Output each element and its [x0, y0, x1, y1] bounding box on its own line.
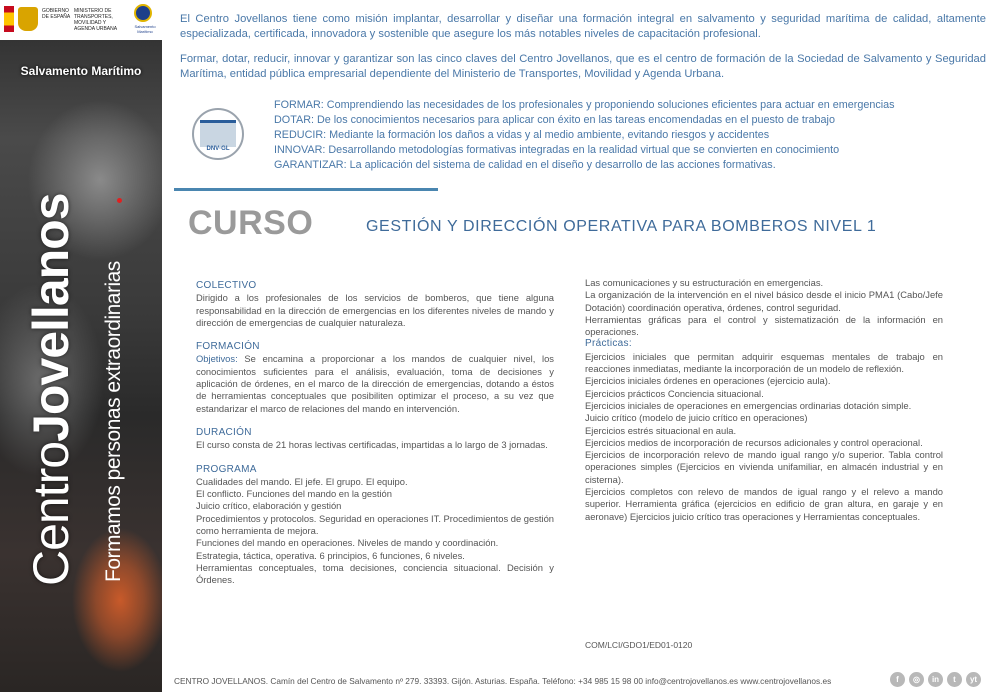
ministry-text: MINISTERIO DE TRANSPORTES, MOVILIDAD Y AGENDA URBANA	[74, 8, 118, 32]
course-label: CURSO	[188, 204, 314, 242]
practicas-heading: Prácticas:	[585, 338, 632, 350]
sm-emblem-icon	[134, 4, 152, 22]
section-text	[196, 353, 554, 414]
sm-logo-text: Salvamento Marítimo	[134, 24, 156, 34]
list-item: Las comunicaciones y su estructuración en emergencias.	[585, 277, 824, 288]
list-item: Ejercicios prácticos Conciencia situacional.	[585, 387, 764, 399]
instagram-icon[interactable]: ◎	[909, 672, 924, 687]
clave-innovar: INNOVAR: Desarrollando metodologías formativas integradas en la realidad virtual que se convierten en conocimiento	[274, 144, 840, 156]
section-colectivo	[196, 280, 554, 329]
left-column	[196, 280, 554, 599]
intro-mission: El Centro Jovellanos tiene como misión implantar, desarrollar y diseñar una formación integral en salvamento y seguridad marítima de calidad, altamente especializada, certificada, innovadora y sostenible que asegure los más notables niveles de capacitación profesional.	[180, 13, 986, 40]
cert-label: DNV·GL	[206, 146, 230, 152]
claves-list	[274, 98, 895, 173]
course-code: COM/LCI/GDO1/ED01-0120	[585, 640, 693, 650]
linkedin-icon[interactable]: in	[928, 672, 943, 687]
section-duracion	[196, 427, 554, 452]
section-text: Dirigido a los profesionales de los servicios de bomberos, que tiene alguna responsabilidad en la dirección de emergencias en los diferentes niveles de mando y dirección de emergencias de cualquier naturaleza.	[196, 292, 554, 328]
twitter-icon[interactable]: t	[947, 672, 962, 687]
youtube-icon[interactable]: yt	[966, 672, 981, 687]
list-item: Estrategia, táctica, operativa. 6 principios, 6 funciones, 6 niveles.	[196, 549, 465, 561]
dnv-certification-seal	[192, 108, 244, 160]
facebook-icon[interactable]: f	[890, 672, 905, 687]
divider	[174, 188, 438, 191]
list-item: Juicio crítico, elaboración y gestión	[196, 500, 342, 512]
intro	[180, 12, 986, 92]
clave-formar: FORMAR: Comprendiendo las necesidades de los profesionales y proponiendo soluciones eficientes para actuar en emergencias	[274, 99, 895, 111]
red-dot-icon	[117, 198, 122, 203]
government-logo	[4, 4, 119, 36]
objetivos-text: Se encamina a proporcionar a los mandos de cualquier nivel, los conocimientos suficientes para el análisis, evaluación, toma de decisiones y aplicación de órdenes, en el marco de la dirección de emergencias, dotando a éstos de herramientas conceptuales que posibiliten optimizar el proceso, a su vez que estandarizar el marco de relaciones del mando en intervención.	[196, 353, 554, 414]
list-item: El conflicto. Funciones del mando en la gestión	[196, 488, 392, 500]
salvamento-maritimo-logo	[132, 4, 158, 36]
sidebar	[0, 0, 162, 692]
brand-centro: Centro	[23, 441, 79, 586]
list-item: La organización de la intervención en el nivel básico desde el inicio PMA1 (Cabo/Jefe Dotación) coordinación operativa, órdenes, control seguridad.	[585, 289, 943, 313]
certification-icon	[200, 120, 236, 147]
clave-reducir: REDUCIR: Mediante la formación los daños a vidas y al medio ambiente, evitando riesgos y accidentes	[274, 129, 770, 141]
gov-text: GOBIERNO DE ESPAÑA	[42, 8, 71, 20]
coat-of-arms-icon	[18, 7, 38, 31]
section-text: El curso consta de 21 horas lectivas certificadas, impartidas a lo largo de 3 jornadas.	[196, 439, 548, 451]
right-column	[585, 277, 943, 523]
clave-garantizar: GARANTIZAR: La aplicación del sistema de calidad en el diseño y desarrollo de las acciones formativas.	[274, 159, 776, 171]
list-item: Herramientas gráficas para el control y sistematización de la información en operaciones.	[585, 313, 943, 338]
list-item: Ejercicios iniciales de operaciones en emergencias ordinarias dotación simple.	[585, 399, 912, 411]
list-item: Ejercicios iniciales órdenes en operaciones (ejercicio aula).	[585, 375, 831, 387]
section-heading: PROGRAMA	[196, 463, 257, 475]
objetivos-label: Objetivos:	[196, 353, 238, 365]
list-item: Herramientas conceptuales, toma decisiones, conciencia situacional. Decisión y Órdenes.	[196, 561, 554, 586]
list-item: Ejercicios de incorporación relevo de mando igual rango y/o superior. Tabla control operaciones simples (Ejercicios en vivienda unifamiliar, en almacén industrial y en cisterna).	[585, 449, 943, 485]
spain-flag-icon	[4, 6, 14, 32]
institutional-logos	[0, 0, 162, 40]
list-item: Procedimientos y protocolos. Seguridad en operaciones IT. Procedimientos de gestión como herramienta de mejora.	[196, 512, 555, 537]
clave-dotar: DOTAR: De los conocimientos necesarios para aplicar con éxito en las tareas encomendadas en el puesto de trabajo	[274, 114, 835, 126]
list-item: Juicio crítico (modelo de juicio crítico en operaciones)	[585, 412, 808, 424]
footer-contact: CENTRO JOVELLANOS. Camín del Centro de Salvamento nº 279. 33393. Gijón. Asturias. España. Teléfono: +34 985 15 98 00 info@centrojovellanos.es www.centrojovellanos.es	[174, 676, 832, 686]
list-item: Ejercicios estrés situacional en aula.	[585, 424, 737, 436]
course-title: GESTIÓN Y DIRECCIÓN OPERATIVA PARA BOMBEROS NIVEL 1	[366, 218, 877, 235]
intro-claves: Formar, dotar, reducir, innovar y garantizar son las cinco claves del Centro Jovellanos, que es el centro de formación de la Sociedad de Salvamento y Seguridad Marítima, entidad pública empresarial dependiente del Ministerio de Transportes, Movilidad y Agenda Urbana.	[180, 53, 986, 80]
list-item: Cualidades del mando. El jefe. El grupo. El equipo.	[196, 475, 408, 487]
section-programa	[196, 464, 554, 587]
tagline: Formamos personas extraordinarias	[102, 261, 125, 582]
list-item: Ejercicios medios de incorporación de recursos adicionales y control operacional.	[585, 436, 923, 448]
list-item: Ejercicios completos con relevo de mandos de igual rango y el relevo a mando superior. Herramienta gráfica (ejercicios en edificio de gran altura, en garaje y en aeronave) Ejercicios juicio crítico tras operaciones y Herramientas conceptuales.	[585, 486, 943, 522]
brand-salvamento: Salvamento Marítimo	[20, 64, 142, 78]
section-heading: COLECTIVO	[196, 280, 257, 291]
section-heading: DURACIÓN	[196, 426, 252, 438]
list-item: Funciones del mando en operaciones. Niveles de mando y coordinación.	[196, 537, 499, 549]
list-item: Ejercicios iniciales que permitan adquirir esquemas mentales de trabajo en reacciones inmediatas, mediante la incorporación de un modelo de reflexión.	[585, 350, 943, 375]
brand-jovellanos: Jovellanos	[23, 193, 79, 442]
section-heading: FORMACIÓN	[196, 341, 260, 353]
section-formacion	[196, 341, 554, 415]
brand-centro-jovellanos	[22, 193, 80, 586]
